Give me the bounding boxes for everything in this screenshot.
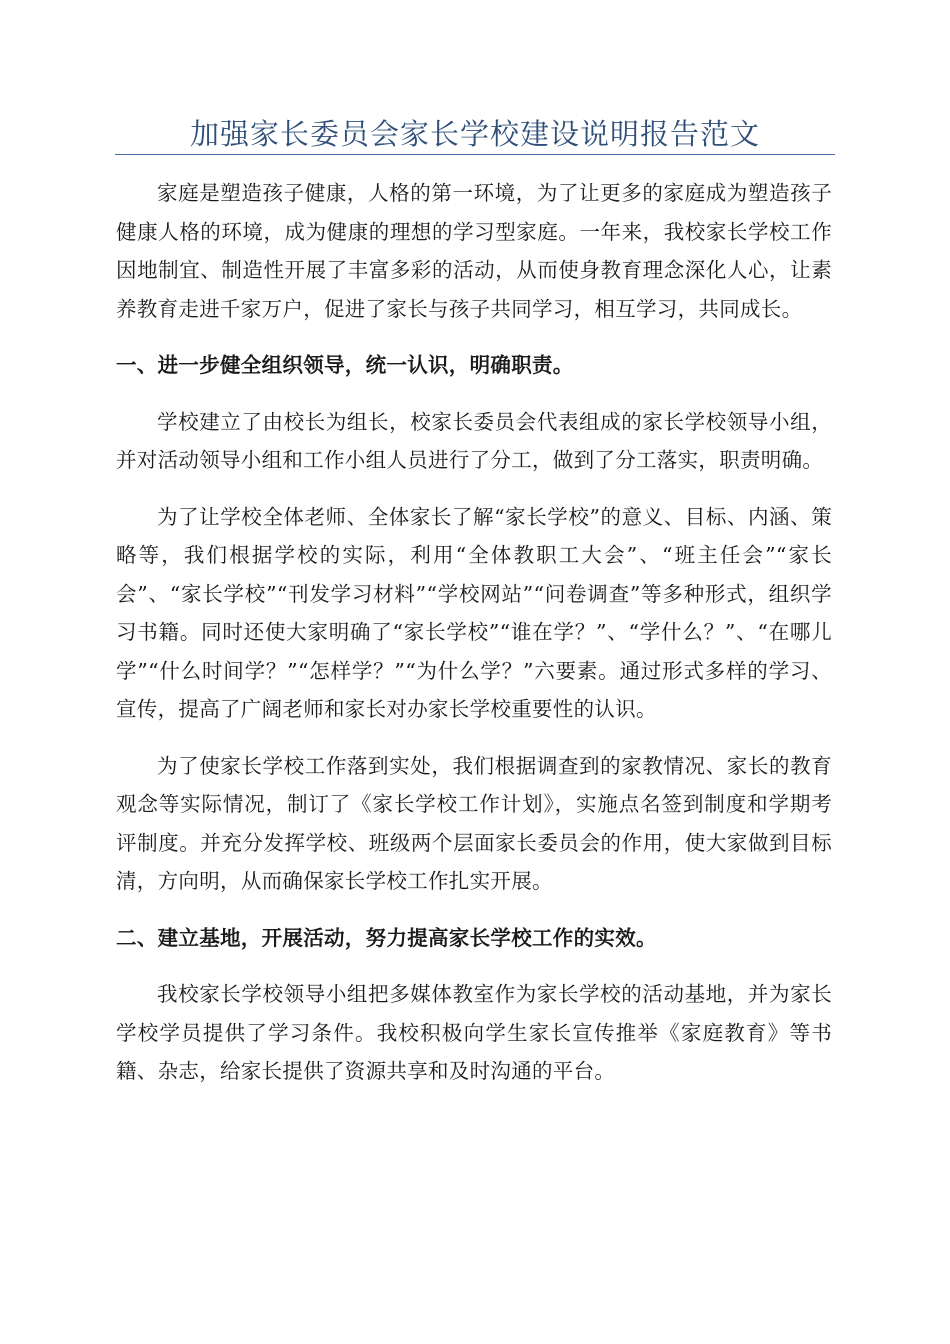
document-title: 加强家长委员会家长学校建设说明报告范文 [189,117,760,151]
title-underline [115,154,835,155]
paragraph: 为了让学校全体老师、全体家长了解“家长学校”的意义、目标、内涵、策略等，我们根据学校的实际，利用“全体教职工大会”、“班主任会”“家长会”、“家长学校”“刊发学习材料”“学校网站”“问卷调查”等多种形式，组织学习书籍。同时还使大家明确了“家长学校”“谁在学？”、“学什么？”、“在哪儿学”“什么时间学？”“怎样学？”“为什么学？”六要素。通过形式多样的学习、宣传，提高了广阔老师和家长对办家长学校重要性的认识。 [116,504,832,721]
paragraph: 学校建立了由校长为组长，校家长委员会代表组成的家长学校领导小组，并对活动领导小组和工作小组人员进行了分工，做到了分工落实，职责明确。 [116,409,832,472]
section-heading: 二、建立基地，开展活动，努力提高家长学校工作的实效。 [116,925,657,950]
paragraph: 我校家长学校领导小组把多媒体教室作为家长学校的活动基地，并为家长学校学员提供了学习条件。我校积极向学生家长宣传推举《家庭教育》等书籍、杂志，给家长提供了资源共享和及时沟通的平台。 [116,982,832,1083]
paragraph: 家庭是塑造孩子健康，人格的第一环境，为了让更多的家庭成为塑造孩子健康人格的环境，成为健康的理想的学习型家庭。一年来，我校家长学校工作因地制宜、制造性开展了丰富多彩的活动，从而使身教育理念深化人心，让素养教育走进千家万户，促进了家长与孩子共同学习，相互学习，共同成长。 [116,181,832,321]
document-body [116,174,832,1091]
paragraph: 为了使家长学校工作落到实处，我们根据调查到的家教情况、家长的教育观念等实际情况，制订了《家长学校工作计划》，实施点名签到制度和学期考评制度。并充分发挥学校、班级两个层面家长委员会的作用，使大家做到目标清，方向明，从而确保家长学校工作扎实开展。 [116,753,832,893]
section-heading: 一、进一步健全组织领导，统一认识，明确职责。 [116,353,574,377]
